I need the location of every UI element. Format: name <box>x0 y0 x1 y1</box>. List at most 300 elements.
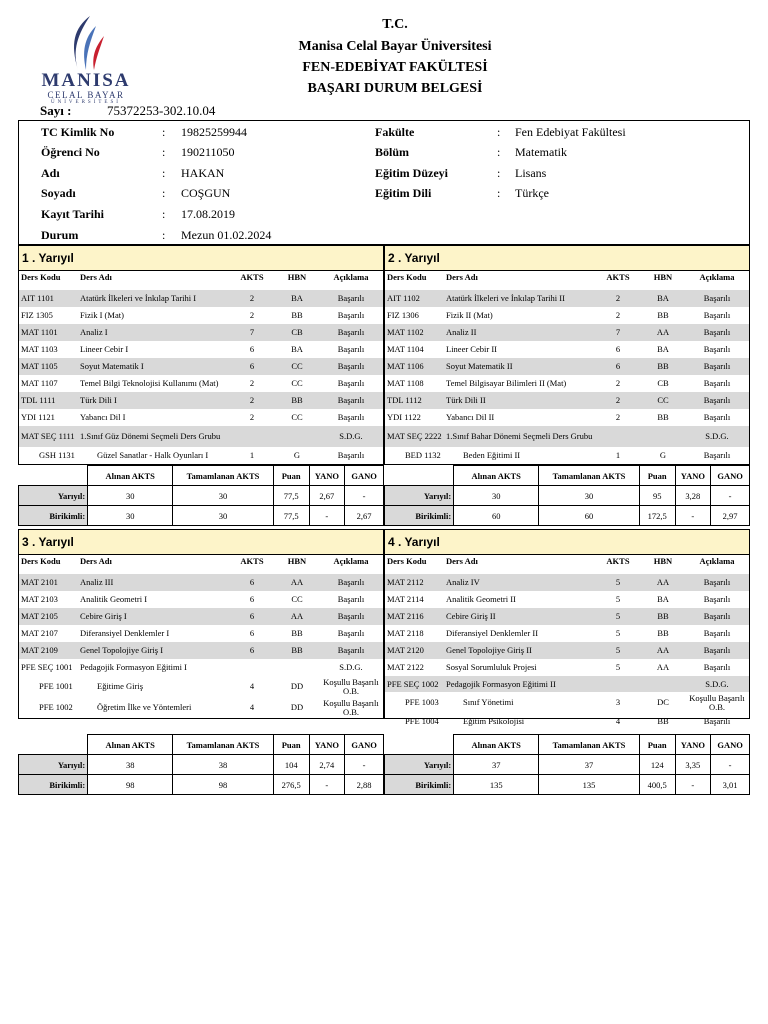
info-row <box>375 183 745 203</box>
course-status: Başarılı <box>703 628 731 639</box>
summary-value-alinan: 98 <box>88 775 173 795</box>
course-name: 1.Sınıf Güz Dönemi Seçmeli Ders Grubu <box>80 431 221 442</box>
summary-value-yano: 3,35 <box>675 755 711 775</box>
course-status: Başarılı <box>703 310 731 321</box>
course-code: MAT 1101 <box>21 327 58 338</box>
course-grade: BA <box>657 344 669 355</box>
course-name: Lineer Cebir II <box>446 344 497 355</box>
course-code: MAT 2112 <box>387 577 424 588</box>
course-akts: 5 <box>615 611 621 622</box>
course-grade: CB <box>657 378 669 389</box>
course-name: Pedagojik Formasyon Eğitimi I <box>80 662 187 673</box>
course-code: PFE 1003 <box>405 697 439 708</box>
header-document-title: BAŞARI DURUM BELGESİ <box>307 81 483 96</box>
course-grade: DD <box>290 681 304 692</box>
semester-summary-table <box>384 465 750 526</box>
course-name: Lineer Cebir I <box>80 344 129 355</box>
course-row <box>19 341 383 358</box>
summary-corner <box>19 466 88 486</box>
course-status: Koşullu Başarılı O.B. <box>323 676 379 696</box>
course-akts: 5 <box>615 577 621 588</box>
summary-value-yano: 3,28 <box>675 486 711 506</box>
course-akts: 1 <box>249 449 255 460</box>
info-colon: : <box>497 125 501 139</box>
summary-row-birikimli <box>385 506 750 526</box>
course-row <box>19 697 383 718</box>
course-grade: AA <box>290 577 304 588</box>
summary-header-puan: Puan <box>639 466 675 486</box>
summary-row-birikimli <box>19 775 384 795</box>
summary-value-yano: - <box>675 775 711 795</box>
course-name: Genel Topolojiye Giriş I <box>80 645 164 656</box>
info-colon: : <box>162 166 166 180</box>
course-name: Sınıf Yönetimi <box>463 697 514 708</box>
info-label: Soyadı <box>41 186 76 200</box>
info-colon: : <box>162 228 166 242</box>
course-name: Analitik Geometri II <box>446 594 516 605</box>
course-status: Başarılı <box>337 577 365 588</box>
summary-value-gano: - <box>345 486 384 506</box>
header-university: Manisa Celal Bayar Üniversitesi <box>298 39 492 54</box>
course-status: Başarılı <box>703 645 731 656</box>
summary-value-gano: 3,01 <box>711 775 750 795</box>
course-grade: BB <box>657 715 669 726</box>
course-grade: CC <box>291 412 303 423</box>
course-grade: BB <box>657 412 669 423</box>
summary-value-puan: 124 <box>639 755 675 775</box>
course-status: Başarılı <box>337 395 365 406</box>
summary-value-puan: 104 <box>273 755 309 775</box>
summary-row-label: Birikimli: <box>385 506 454 526</box>
course-code: MAT SEÇ 2222 <box>387 431 442 442</box>
summary-row-label: Yarıyıl: <box>19 486 88 506</box>
summary-header-tamamlanan: Tamamlanan AKTS <box>173 466 274 486</box>
summary-header-gano: GANO <box>345 735 384 755</box>
course-code: MAT 2114 <box>387 594 424 605</box>
course-name: Pedagojik Formasyon Eğitimi II <box>446 678 556 689</box>
course-name: Genel Topolojiye Giriş II <box>446 645 532 656</box>
course-grade: CC <box>291 594 303 605</box>
course-grade: BB <box>657 310 669 321</box>
summary-value-puan: 77,5 <box>273 486 309 506</box>
course-status: Başarılı <box>703 378 731 389</box>
course-code: MAT 1103 <box>21 344 58 355</box>
info-row <box>19 122 379 142</box>
course-akts: 6 <box>615 361 621 372</box>
info-value: Matematik <box>515 145 567 159</box>
info-colon: : <box>497 145 501 159</box>
course-status: Başarılı <box>703 395 731 406</box>
course-akts: 4 <box>615 715 621 726</box>
course-grade: AA <box>656 327 670 338</box>
course-akts: 6 <box>249 577 255 588</box>
course-row <box>19 426 383 447</box>
course-status: S.D.G. <box>705 678 729 689</box>
summary-value-gano: - <box>345 755 384 775</box>
course-status: Başarılı <box>703 327 731 338</box>
summary-value-yano: 2,67 <box>309 486 345 506</box>
semester-panel <box>18 529 384 719</box>
semester-summary-table <box>18 465 384 526</box>
course-code: MAT 1107 <box>21 378 58 389</box>
course-grade: BB <box>657 628 669 639</box>
course-code: AIT 1102 <box>387 293 420 304</box>
course-status: Başarılı <box>703 344 731 355</box>
course-name: Diferansiyel Denklemler II <box>446 628 539 639</box>
course-row <box>19 591 383 608</box>
course-name: Yabancı Dil II <box>446 412 495 423</box>
course-grade: AA <box>656 662 670 673</box>
course-status: Başarılı <box>337 449 365 460</box>
info-value: Lisans <box>515 166 547 180</box>
info-colon: : <box>497 166 501 180</box>
summary-value-alinan: 30 <box>88 506 173 526</box>
info-label: Adı <box>41 166 60 180</box>
course-name: Güzel Sanatlar - Halk Oyunları I <box>97 449 209 460</box>
course-name: Analiz I <box>80 327 108 338</box>
course-row <box>19 447 383 463</box>
course-status: Başarılı <box>337 412 365 423</box>
course-grade: CB <box>291 327 303 338</box>
course-name: Eğitime Giriş <box>97 681 144 692</box>
summary-corner <box>385 466 454 486</box>
course-code: MAT 2101 <box>21 577 58 588</box>
course-grade <box>275 426 319 447</box>
course-grade: CC <box>291 361 303 372</box>
course-akts: 4 <box>249 681 255 692</box>
summary-row-yariyil <box>19 755 384 775</box>
course-code: MAT 1102 <box>387 327 424 338</box>
course-row <box>385 574 749 591</box>
course-code: PFE 1001 <box>39 681 73 692</box>
info-value: 17.08.2019 <box>181 207 235 221</box>
course-akts <box>599 426 637 447</box>
course-row <box>19 608 383 625</box>
column-header-name: Ders Adı <box>446 272 478 282</box>
summary-value-puan: 172,5 <box>639 506 675 526</box>
course-code: MAT 2103 <box>21 594 58 605</box>
course-name: Analiz II <box>446 327 477 338</box>
semester-title: 4 . Yarıyıl <box>385 530 749 555</box>
column-header-note: Açıklama <box>333 272 369 282</box>
info-label: Eğitim Düzeyi <box>375 166 448 180</box>
course-code: MAT 2109 <box>21 645 58 656</box>
course-status: Başarılı <box>703 594 731 605</box>
course-table-header <box>385 273 749 289</box>
university-logo <box>38 14 134 106</box>
course-code: PFE 1002 <box>39 702 73 713</box>
course-row <box>19 642 383 659</box>
course-code: MAT 2118 <box>387 628 424 639</box>
logo-subtitle-small: ÜNİVERSİTESİ <box>51 100 121 105</box>
course-name: Öğretim İlke ve Yöntemleri <box>97 702 192 713</box>
course-akts: 6 <box>249 611 255 622</box>
summary-header-gano: GANO <box>345 466 384 486</box>
course-status: Başarılı <box>337 327 365 338</box>
course-grade: BB <box>291 310 303 321</box>
course-row <box>385 608 749 625</box>
course-akts: 2 <box>615 395 621 406</box>
info-row <box>375 142 745 162</box>
summary-row-label: Birikimli: <box>19 506 88 526</box>
course-code: MAT 1106 <box>387 361 424 372</box>
course-akts: 6 <box>249 628 255 639</box>
summary-header-yano: YANO <box>675 735 711 755</box>
summary-header-gano: GANO <box>711 466 750 486</box>
summary-row-yariyil <box>385 755 750 775</box>
course-row <box>19 392 383 409</box>
course-akts: 1 <box>615 449 621 460</box>
course-status: Başarılı <box>703 715 731 726</box>
info-colon: : <box>497 186 501 200</box>
course-status: Başarılı <box>703 293 731 304</box>
semester-panel <box>384 245 750 465</box>
course-akts: 2 <box>249 310 255 321</box>
summary-value-yano: - <box>309 775 345 795</box>
summary-value-alinan: 60 <box>454 506 539 526</box>
summary-value-alinan: 30 <box>88 486 173 506</box>
course-row <box>385 324 749 341</box>
course-status: Başarılı <box>337 293 365 304</box>
info-value: Türkçe <box>515 186 549 200</box>
course-grade: BA <box>291 344 303 355</box>
course-status: Başarılı <box>703 662 731 673</box>
header-tc: T.C. <box>382 17 408 32</box>
course-name: Sosyal Sorumluluk Projesi <box>446 662 537 673</box>
summary-value-tamamlanan: 98 <box>173 775 274 795</box>
column-header-akts: AKTS <box>606 272 630 282</box>
course-status: Başarılı <box>337 361 365 372</box>
summary-value-alinan: 37 <box>454 755 539 775</box>
course-code: BED 1132 <box>405 449 441 460</box>
logo-wordmark: MANISA <box>41 70 131 91</box>
summary-row-label: Birikimli: <box>385 775 454 795</box>
column-header-hbn: HBN <box>287 556 307 566</box>
info-colon: : <box>162 145 166 159</box>
summary-row-label: Birikimli: <box>19 775 88 795</box>
course-grade: DD <box>290 702 304 713</box>
column-header-note: Açıklama <box>699 272 735 282</box>
course-status: Başarılı <box>703 361 731 372</box>
semester-summary-table <box>18 734 384 795</box>
column-header-code: Ders Kodu <box>387 272 427 282</box>
course-akts: 2 <box>615 378 621 389</box>
summary-value-tamamlanan: 38 <box>173 755 274 775</box>
course-code: FIZ 1306 <box>387 310 419 321</box>
course-akts: 2 <box>615 310 621 321</box>
info-value: Fen Edebiyat Fakültesi <box>515 125 626 139</box>
course-status: Başarılı <box>703 412 731 423</box>
course-row <box>385 625 749 642</box>
course-akts: 2 <box>249 395 255 406</box>
summary-header-puan: Puan <box>273 466 309 486</box>
course-row <box>385 713 749 729</box>
column-header-code: Ders Kodu <box>387 556 427 566</box>
course-grade: BA <box>657 594 669 605</box>
column-header-code: Ders Kodu <box>21 556 61 566</box>
course-name: Temel Bilgisayar Bilimleri II (Mat) <box>446 378 567 389</box>
info-row <box>19 204 379 224</box>
summary-value-gano: 2,67 <box>345 506 384 526</box>
course-row <box>19 324 383 341</box>
student-info-box <box>18 120 750 245</box>
summary-header-yano: YANO <box>309 466 345 486</box>
summary-value-tamamlanan: 30 <box>539 486 640 506</box>
course-row <box>385 341 749 358</box>
course-name: Diferansiyel Denklemler I <box>80 628 170 639</box>
course-row <box>385 426 749 447</box>
summary-value-puan: 276,5 <box>273 775 309 795</box>
course-akts: 2 <box>249 293 255 304</box>
semester-panel <box>18 245 384 465</box>
course-code: MAT SEÇ 1111 <box>21 431 75 442</box>
course-row <box>385 642 749 659</box>
course-code: MAT 1105 <box>21 361 58 372</box>
course-status: Koşullu Başarılı O.B. <box>689 692 745 712</box>
info-value: COŞGUN <box>181 186 231 200</box>
course-name: Soyut Matematik I <box>80 361 144 372</box>
course-row <box>19 290 383 307</box>
course-row <box>385 676 749 692</box>
course-name: Analiz III <box>80 577 114 588</box>
column-header-hbn: HBN <box>287 272 307 282</box>
info-value: HAKAN <box>181 166 225 180</box>
course-row <box>385 409 749 426</box>
summary-row-label: Yarıyıl: <box>385 755 454 775</box>
summary-row-yariyil <box>19 486 384 506</box>
course-status: Başarılı <box>337 378 365 389</box>
course-grade: G <box>659 449 667 460</box>
course-code: TDL 1111 <box>21 395 56 406</box>
course-status: Başarılı <box>703 449 731 460</box>
info-label: Fakülte <box>375 125 415 139</box>
course-akts: 3 <box>615 697 621 708</box>
course-name: Fizik II (Mat) <box>446 310 493 321</box>
course-status: Başarılı <box>703 577 731 588</box>
course-status: Başarılı <box>337 628 365 639</box>
course-code: MAT 1104 <box>387 344 424 355</box>
course-code: AIT 1101 <box>21 293 54 304</box>
course-grade: BB <box>291 395 303 406</box>
info-label: Bölüm <box>375 145 410 159</box>
summary-value-tamamlanan: 60 <box>539 506 640 526</box>
course-row <box>19 659 383 676</box>
course-status: Koşullu Başarılı O.B. <box>323 697 379 717</box>
course-name: Cebire Giriş II <box>446 611 496 622</box>
summary-header-tamamlanan: Tamamlanan AKTS <box>539 735 640 755</box>
summary-value-puan: 400,5 <box>639 775 675 795</box>
course-name: Yabancı Dil I <box>80 412 126 423</box>
course-grade: BB <box>291 628 303 639</box>
summary-value-puan: 95 <box>639 486 675 506</box>
course-grade: DC <box>657 697 669 708</box>
course-code: MAT 1108 <box>387 378 424 389</box>
info-row <box>375 163 745 183</box>
column-header-name: Ders Adı <box>80 272 112 282</box>
info-value: 190211050 <box>181 145 235 159</box>
semester-title: 2 . Yarıyıl <box>385 246 749 271</box>
course-name: Analitik Geometri I <box>80 594 148 605</box>
course-code: YDI 1122 <box>387 412 421 423</box>
course-code: PFE SEÇ 1001 <box>21 662 73 673</box>
column-header-name: Ders Adı <box>446 556 478 566</box>
summary-header-alinan: Alınan AKTS <box>454 466 539 486</box>
column-header-akts: AKTS <box>240 556 264 566</box>
course-status: Başarılı <box>337 611 365 622</box>
summary-value-alinan: 38 <box>88 755 173 775</box>
info-row <box>19 183 379 203</box>
course-akts: 6 <box>249 361 255 372</box>
summary-header-tamamlanan: Tamamlanan AKTS <box>173 735 274 755</box>
summary-header-alinan: Alınan AKTS <box>454 735 539 755</box>
course-grade: G <box>293 449 301 460</box>
summary-header-row <box>19 735 384 755</box>
course-code: MAT 2116 <box>387 611 424 622</box>
course-row <box>19 625 383 642</box>
course-akts: 5 <box>615 645 621 656</box>
info-row <box>375 122 745 142</box>
summary-header-tamamlanan: Tamamlanan AKTS <box>539 466 640 486</box>
course-name: Atatürk İlkeleri ve İnkılap Tarihi I <box>80 293 197 304</box>
summary-row-birikimli <box>19 506 384 526</box>
info-row <box>19 163 379 183</box>
course-grade: BB <box>657 361 669 372</box>
semester-summary-table <box>384 734 750 795</box>
course-name: Atatürk İlkeleri ve İnkılap Tarihi II <box>446 293 565 304</box>
course-code: PFE 1004 <box>405 715 439 726</box>
course-name: Fizik I (Mat) <box>80 310 124 321</box>
info-colon: : <box>162 186 166 200</box>
summary-corner <box>385 735 454 755</box>
course-grade: AA <box>656 645 670 656</box>
summary-row-birikimli <box>385 775 750 795</box>
summary-value-alinan: 30 <box>454 486 539 506</box>
course-akts <box>233 659 271 676</box>
course-code: GSH 1131 <box>39 449 75 460</box>
course-table-header <box>385 557 749 573</box>
summary-value-puan: 77,5 <box>273 506 309 526</box>
course-row <box>385 375 749 392</box>
course-code: MAT 2107 <box>21 628 58 639</box>
course-name: Beden Eğitimi II <box>463 449 521 460</box>
course-grade: AA <box>656 577 670 588</box>
course-row <box>385 591 749 608</box>
course-status: Başarılı <box>337 310 365 321</box>
info-colon: : <box>162 125 166 139</box>
semester-title: 3 . Yarıyıl <box>19 530 383 555</box>
course-akts: 2 <box>615 293 621 304</box>
summary-value-yano: - <box>675 506 711 526</box>
course-code: MAT 2105 <box>21 611 58 622</box>
course-row <box>385 358 749 375</box>
course-row <box>385 290 749 307</box>
course-table-header <box>19 557 383 573</box>
summary-value-gano: 2,88 <box>345 775 384 795</box>
summary-header-alinan: Alınan AKTS <box>88 735 173 755</box>
course-grade: BB <box>657 611 669 622</box>
info-label: Öğrenci No <box>41 145 100 159</box>
summary-header-yano: YANO <box>675 466 711 486</box>
course-akts: 6 <box>615 344 621 355</box>
summary-header-row <box>385 735 750 755</box>
course-grade <box>641 426 685 447</box>
course-grade: AA <box>290 611 304 622</box>
column-header-note: Açıklama <box>333 556 369 566</box>
info-row <box>19 142 379 162</box>
logo-subtitle: CELAL BAYAR <box>47 90 125 100</box>
summary-value-alinan: 135 <box>454 775 539 795</box>
course-row <box>385 392 749 409</box>
